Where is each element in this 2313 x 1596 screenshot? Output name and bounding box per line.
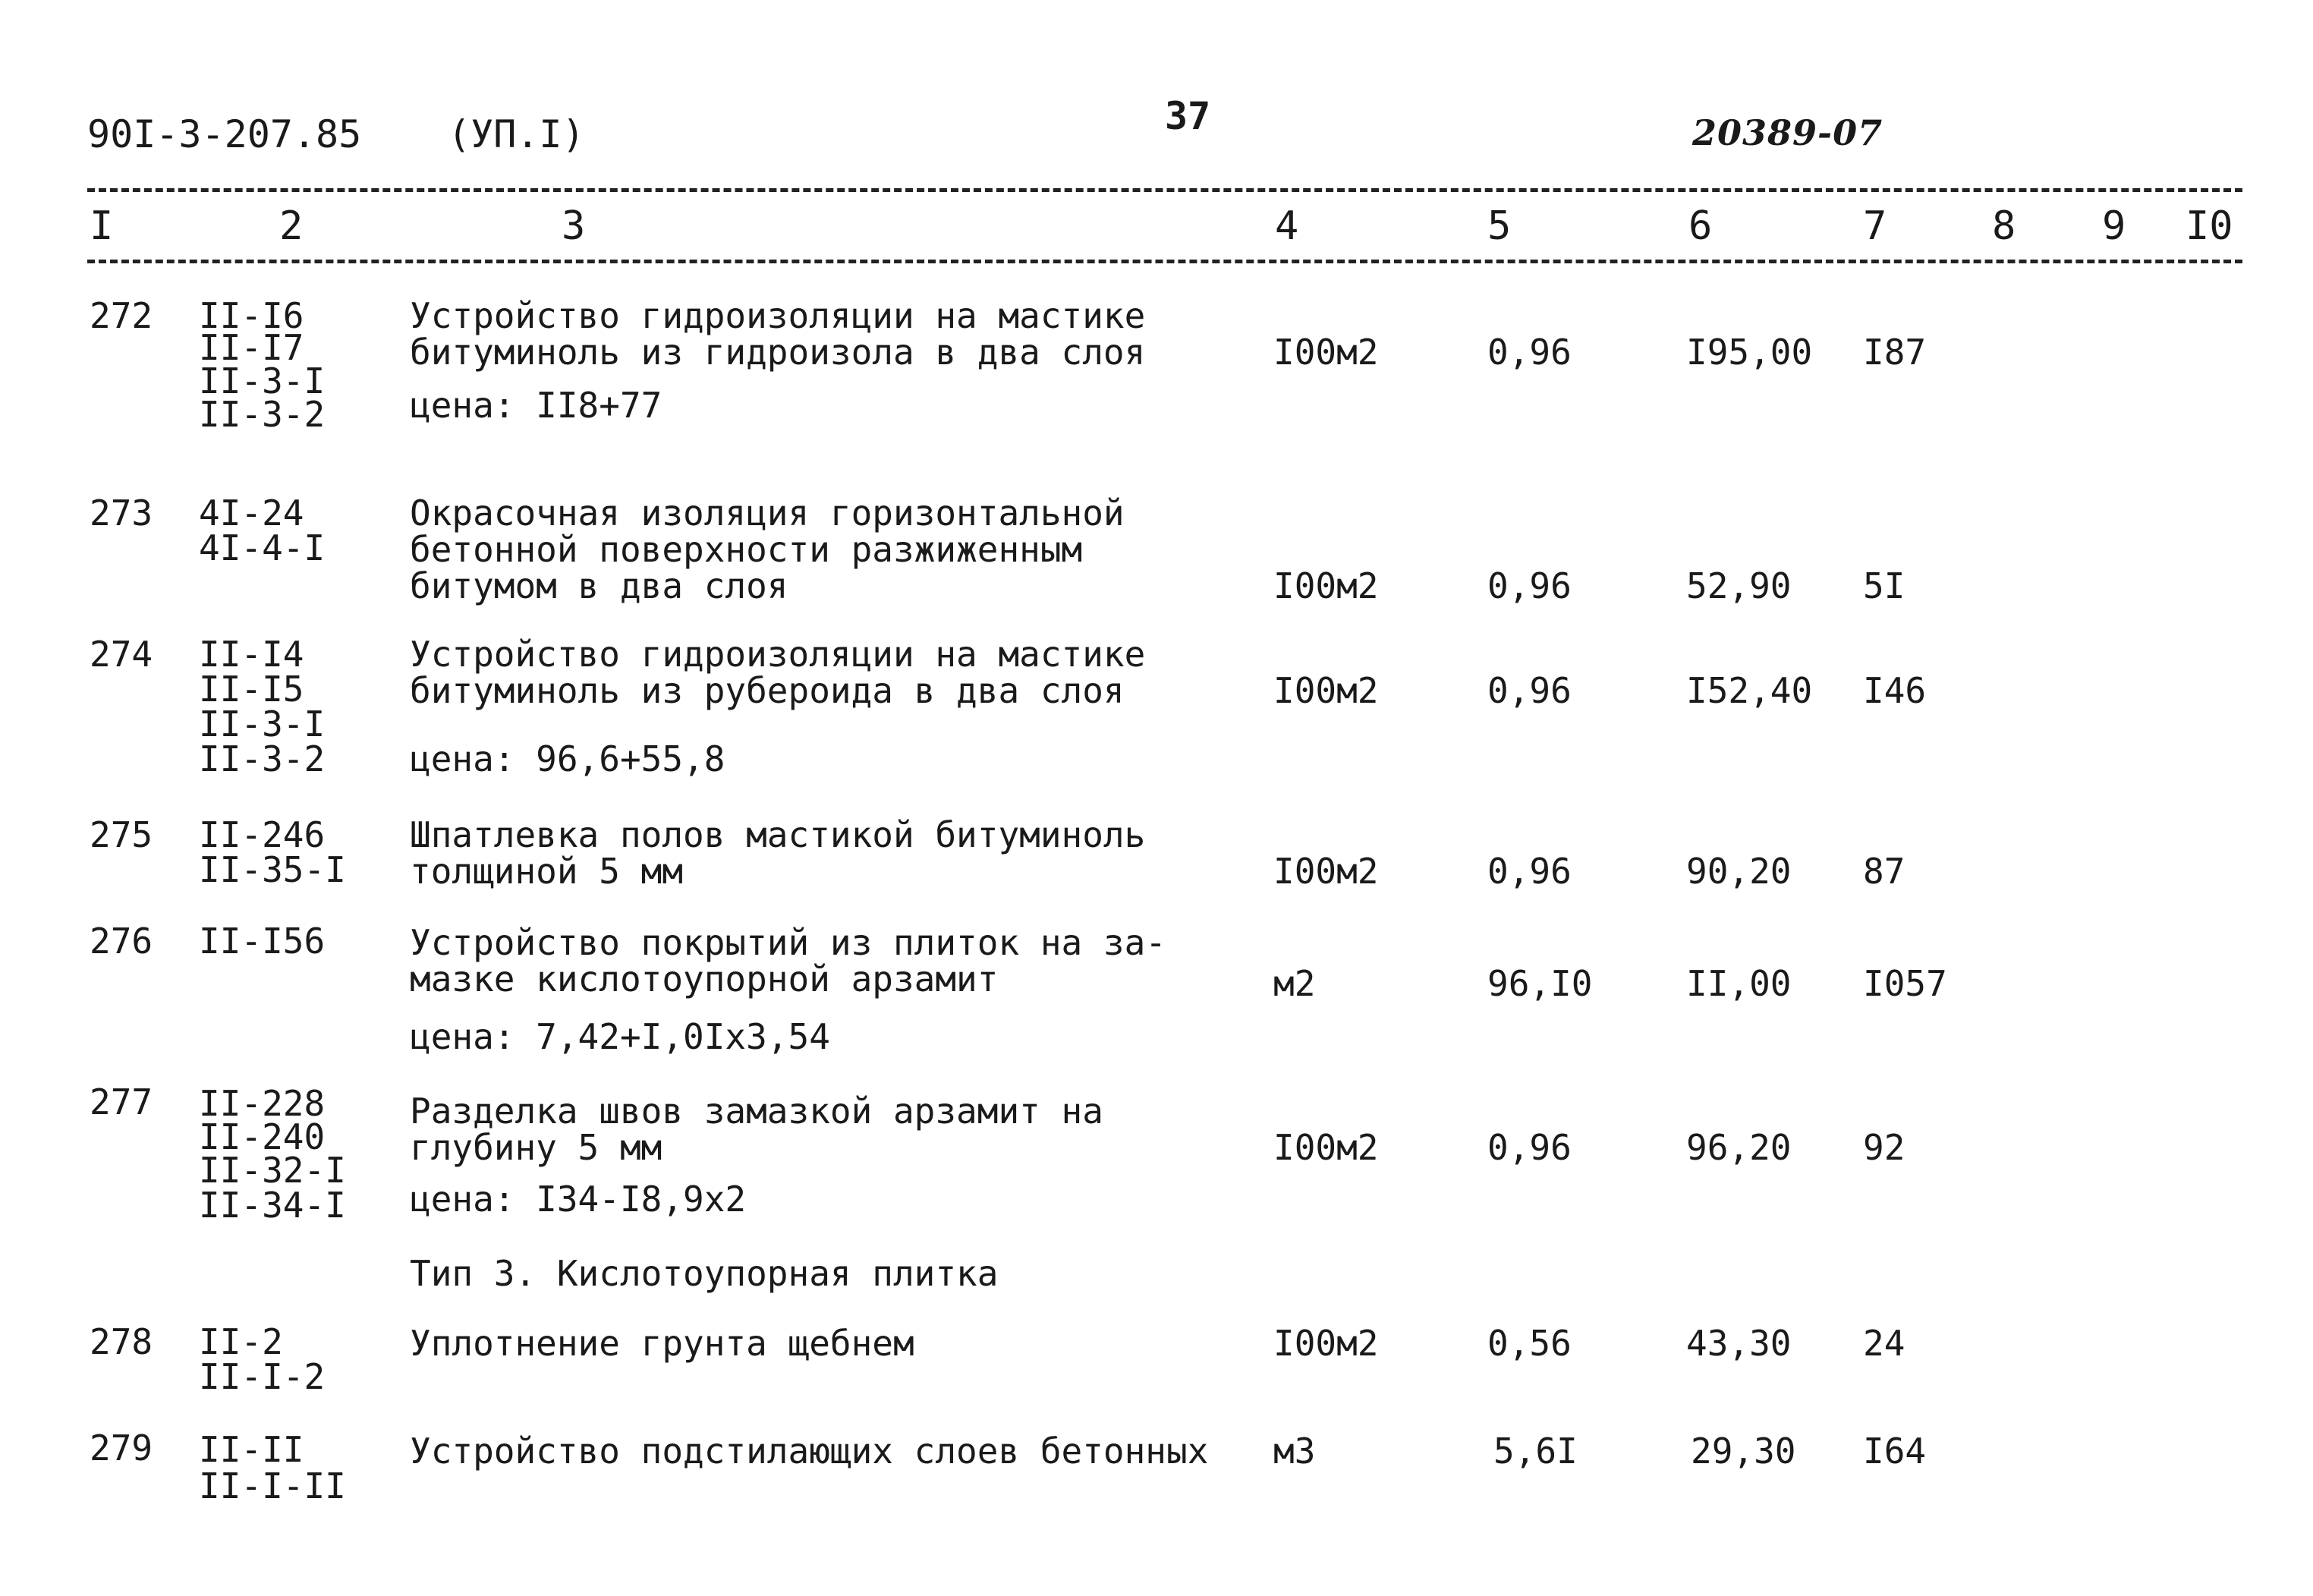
norm-code: II-35-I — [199, 849, 346, 890]
section-title: Тип 3. Кислотоупорная плитка — [410, 1253, 999, 1294]
norm-code: II-246 — [199, 814, 326, 855]
header-divider-top — [87, 188, 2242, 192]
total-cost: I87 — [1863, 332, 1927, 373]
row-number: 272 — [90, 295, 153, 336]
price-note: цена: 7,42+I,0Iх3,54 — [410, 1016, 830, 1057]
column-9: 9 — [2102, 203, 2126, 249]
unit-price: 96,20 — [1686, 1127, 1792, 1168]
total-cost: 92 — [1863, 1127, 1905, 1168]
column-4: 4 — [1275, 203, 1299, 249]
work-description: Разделка швов замазкой арзамит на — [410, 1091, 1103, 1132]
price-note: цена: II8+77 — [410, 385, 662, 426]
quantity: 0,96 — [1487, 670, 1572, 711]
unit-price: 29,30 — [1691, 1431, 1796, 1472]
quantity: 0,96 — [1487, 565, 1572, 606]
unit: м3 — [1273, 1431, 1316, 1472]
work-description: битуминоль из гидроизола в два слоя — [410, 332, 1146, 373]
column-6: 6 — [1688, 203, 1713, 249]
unit: I00м2 — [1273, 670, 1379, 711]
norm-code: II-I-2 — [199, 1356, 326, 1397]
norm-code: II-II — [199, 1429, 304, 1470]
norm-code: II-2 — [199, 1321, 283, 1362]
header-divider-bottom — [87, 260, 2242, 263]
norm-code: II-32-I — [199, 1150, 346, 1191]
column-7: 7 — [1863, 203, 1887, 249]
work-description: мазке кислотоупорной арзамит — [410, 959, 999, 999]
work-description: Уплотнение грунта щебнем — [410, 1323, 914, 1364]
unit-price: I95,00 — [1686, 332, 1813, 373]
unit-price: 52,90 — [1686, 565, 1792, 606]
quantity: 0,96 — [1487, 1127, 1572, 1168]
work-description: Шпатлевка полов мастикой битуминоль — [410, 814, 1146, 855]
norm-code: II-3-2 — [199, 738, 326, 779]
row-number: 273 — [90, 493, 153, 534]
norm-code: II-3-I — [199, 360, 326, 401]
total-cost: I46 — [1863, 670, 1927, 711]
unit: I00м2 — [1273, 332, 1379, 373]
column-5: 5 — [1487, 203, 1512, 249]
row-number: 277 — [90, 1081, 153, 1122]
unit-price: 90,20 — [1686, 851, 1792, 892]
page-number: 37 — [1165, 94, 1211, 138]
total-cost: 5I — [1863, 565, 1905, 606]
quantity: 0,96 — [1487, 851, 1572, 892]
work-description: Окрасочная изоляция горизонтальной — [410, 493, 1125, 534]
work-description: битуминоль из рубероида в два слоя — [410, 670, 1125, 711]
price-note: цена: I34-I8,9х2 — [410, 1179, 747, 1220]
norm-code: II-240 — [199, 1116, 326, 1157]
norm-code: 4I-24 — [199, 493, 304, 534]
work-description: битумом в два слоя — [410, 565, 788, 606]
unit-price: I52,40 — [1686, 670, 1813, 711]
work-description: Устройство гидроизоляции на мастике — [410, 295, 1146, 336]
column-2: 2 — [279, 203, 304, 249]
norm-code: II-34-I — [199, 1185, 346, 1226]
norm-code: 4I-4-I — [199, 527, 326, 568]
quantity: 0,96 — [1487, 332, 1572, 373]
row-number: 274 — [90, 634, 153, 675]
norm-code: II-I6 — [199, 295, 304, 336]
total-cost: 24 — [1863, 1323, 1905, 1364]
total-cost: I64 — [1863, 1431, 1927, 1472]
norm-code: II-228 — [199, 1083, 326, 1124]
unit: м2 — [1273, 963, 1316, 1004]
quantity: 96,I0 — [1487, 963, 1593, 1004]
price-note: цена: 96,6+55,8 — [410, 738, 725, 779]
norm-code: II-I56 — [199, 921, 326, 962]
column-8: 8 — [1992, 203, 2016, 249]
norm-code: II-3-2 — [199, 394, 326, 435]
row-number: 276 — [90, 921, 153, 962]
column-3: 3 — [562, 203, 586, 249]
row-number: 279 — [90, 1428, 153, 1469]
norm-code: II-I-II — [199, 1465, 346, 1506]
sheet-code: (УП.I) — [448, 112, 585, 156]
work-description: Устройство подстилающих слоев бетонных — [410, 1431, 1209, 1472]
total-cost: I057 — [1863, 963, 1947, 1004]
quantity: 5,6I — [1493, 1431, 1578, 1472]
work-description: бетонной поверхности разжиженным — [410, 529, 1083, 570]
column-10: I0 — [2186, 203, 2233, 249]
column-1: I — [90, 203, 114, 249]
total-cost: 87 — [1863, 851, 1905, 892]
row-number: 278 — [90, 1321, 153, 1362]
work-description: Устройство гидроизоляции на мастике — [410, 634, 1146, 675]
work-description: глубину 5 мм — [410, 1127, 662, 1168]
unit: I00м2 — [1273, 1127, 1379, 1168]
document-code: 90I-3-207.85 — [87, 112, 362, 156]
norm-code: II-3-I — [199, 704, 326, 744]
work-description: толщиной 5 мм — [410, 851, 684, 892]
work-description: Устройство покрытий из плиток на за- — [410, 922, 1166, 963]
unit: I00м2 — [1273, 851, 1379, 892]
norm-code: II-I5 — [199, 669, 304, 710]
norm-code: II-I4 — [199, 634, 304, 675]
unit: I00м2 — [1273, 1323, 1379, 1364]
unit-price: II,00 — [1686, 963, 1792, 1004]
row-number: 275 — [90, 814, 153, 855]
unit: I00м2 — [1273, 565, 1379, 606]
quantity: 0,56 — [1487, 1323, 1572, 1364]
unit-price: 43,30 — [1686, 1323, 1792, 1364]
norm-code: II-I7 — [199, 327, 304, 368]
archive-code: 20389-07 — [1692, 112, 1883, 153]
